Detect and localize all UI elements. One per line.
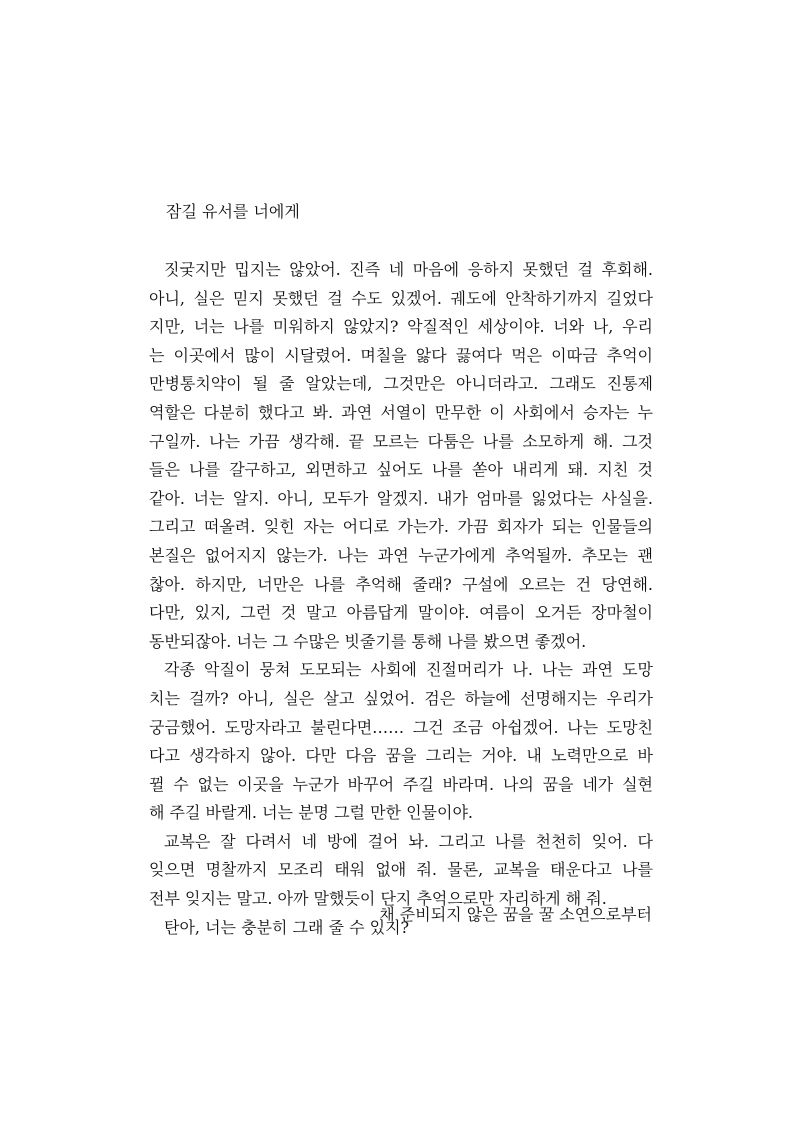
body-line: 치는 걸까? 아니, 실은 살고 싶었어. 검은 하늘에 선명해지는 우리가 [149,688,653,708]
letter-title: 잠길 유서를 너에게 [166,202,300,221]
body-line: 지만, 너는 나를 미워하지 않았지? 악질적인 세상이야. 너와 나, 우리 [149,317,653,337]
body-line: 아니, 실은 믿지 못했던 걸 수도 있겠어. 궤도에 안착하기까지 길었다 [149,288,653,308]
body-line: 해 주길 바랄게. 너는 분명 그럴 만한 인물이야. [149,803,473,823]
body-line: 전부 잊지는 말고. 아까 말했듯이 단지 추억으로만 자리하게 해 줘. [149,889,607,909]
body-line: 구일까. 나는 가끔 생각해. 끝 모르는 다툼은 나를 소모하게 해. 그것 [149,431,653,451]
body-line: 궁금했어. 도망자라고 불린다면…… 그건 조금 아쉽겠어. 나는 도망친 [149,717,653,737]
body-line: 잊으면 명찰까지 모조리 태워 없애 줘. 물론, 교복을 태운다고 나를 [149,860,653,880]
body-line: 는 이곳에서 많이 시달렸어. 며칠을 앓다 끓여다 먹은 이따금 추억이 [149,345,653,365]
body-line: 뀔 수 없는 이곳을 누군가 바꾸어 주길 바라며. 나의 꿈을 네가 실현 [149,774,653,794]
body-line: 만병통치약이 될 줄 알았는데, 그것만은 아니더라고. 그래도 진통제 [149,374,653,394]
body-line: 동반되잖아. 너는 그 수많은 빗줄기를 통해 나를 봤으면 좋겠어. [149,631,587,651]
body-line: 그리고 떠올려. 잊힌 자는 어디로 가는가. 가끔 회자가 되는 인물들의 [149,517,653,537]
body-line: 본질은 없어지지 않는가. 나는 과연 누군가에게 추억될까. 추모는 괜 [149,545,653,565]
body-line: 역할은 다분히 했다고 봐. 과연 서열이 만무한 이 사회에서 승자는 누 [149,402,653,422]
body-line: 다고 생각하지 않아. 다만 다음 꿈을 그리는 거야. 내 노력만으로 바 [149,746,653,766]
body-line: 들은 나를 갈구하고, 외면하고 싶어도 나를 쏟아 내리게 돼. 지친 것 [149,460,653,480]
body-line: 찮아. 하지만, 너만은 나를 추억해 줄래? 구설에 오르는 건 당연해. [149,574,653,594]
body-line: 교복은 잘 다려서 네 방에 걸어 놔. 그리고 나를 천천히 잊어. 다 [164,831,653,851]
body-line: 짓궂지만 밉지는 않았어. 진즉 네 마음에 응하지 못했던 걸 후회해. [164,260,653,279]
body-line: 다만, 있지, 그런 것 말고 아름답게 말이야. 여름이 오거든 장마철이 [149,603,653,623]
letter-body [149,256,653,942]
body-line: 탄아, 너는 충분히 그래 줄 수 있지? [164,917,410,937]
body-line: 같아. 너는 알지. 아니, 모두가 알겠지. 내가 엄마를 잃었다는 사실을. [149,488,653,508]
letter-signature: 채 준비되지 않은 꿈을 꿀 소연으로부터 [379,905,652,924]
body-line: 각종 악질이 뭉쳐 도모되는 사회에 진절머리가 나. 나는 과연 도망 [164,660,653,680]
